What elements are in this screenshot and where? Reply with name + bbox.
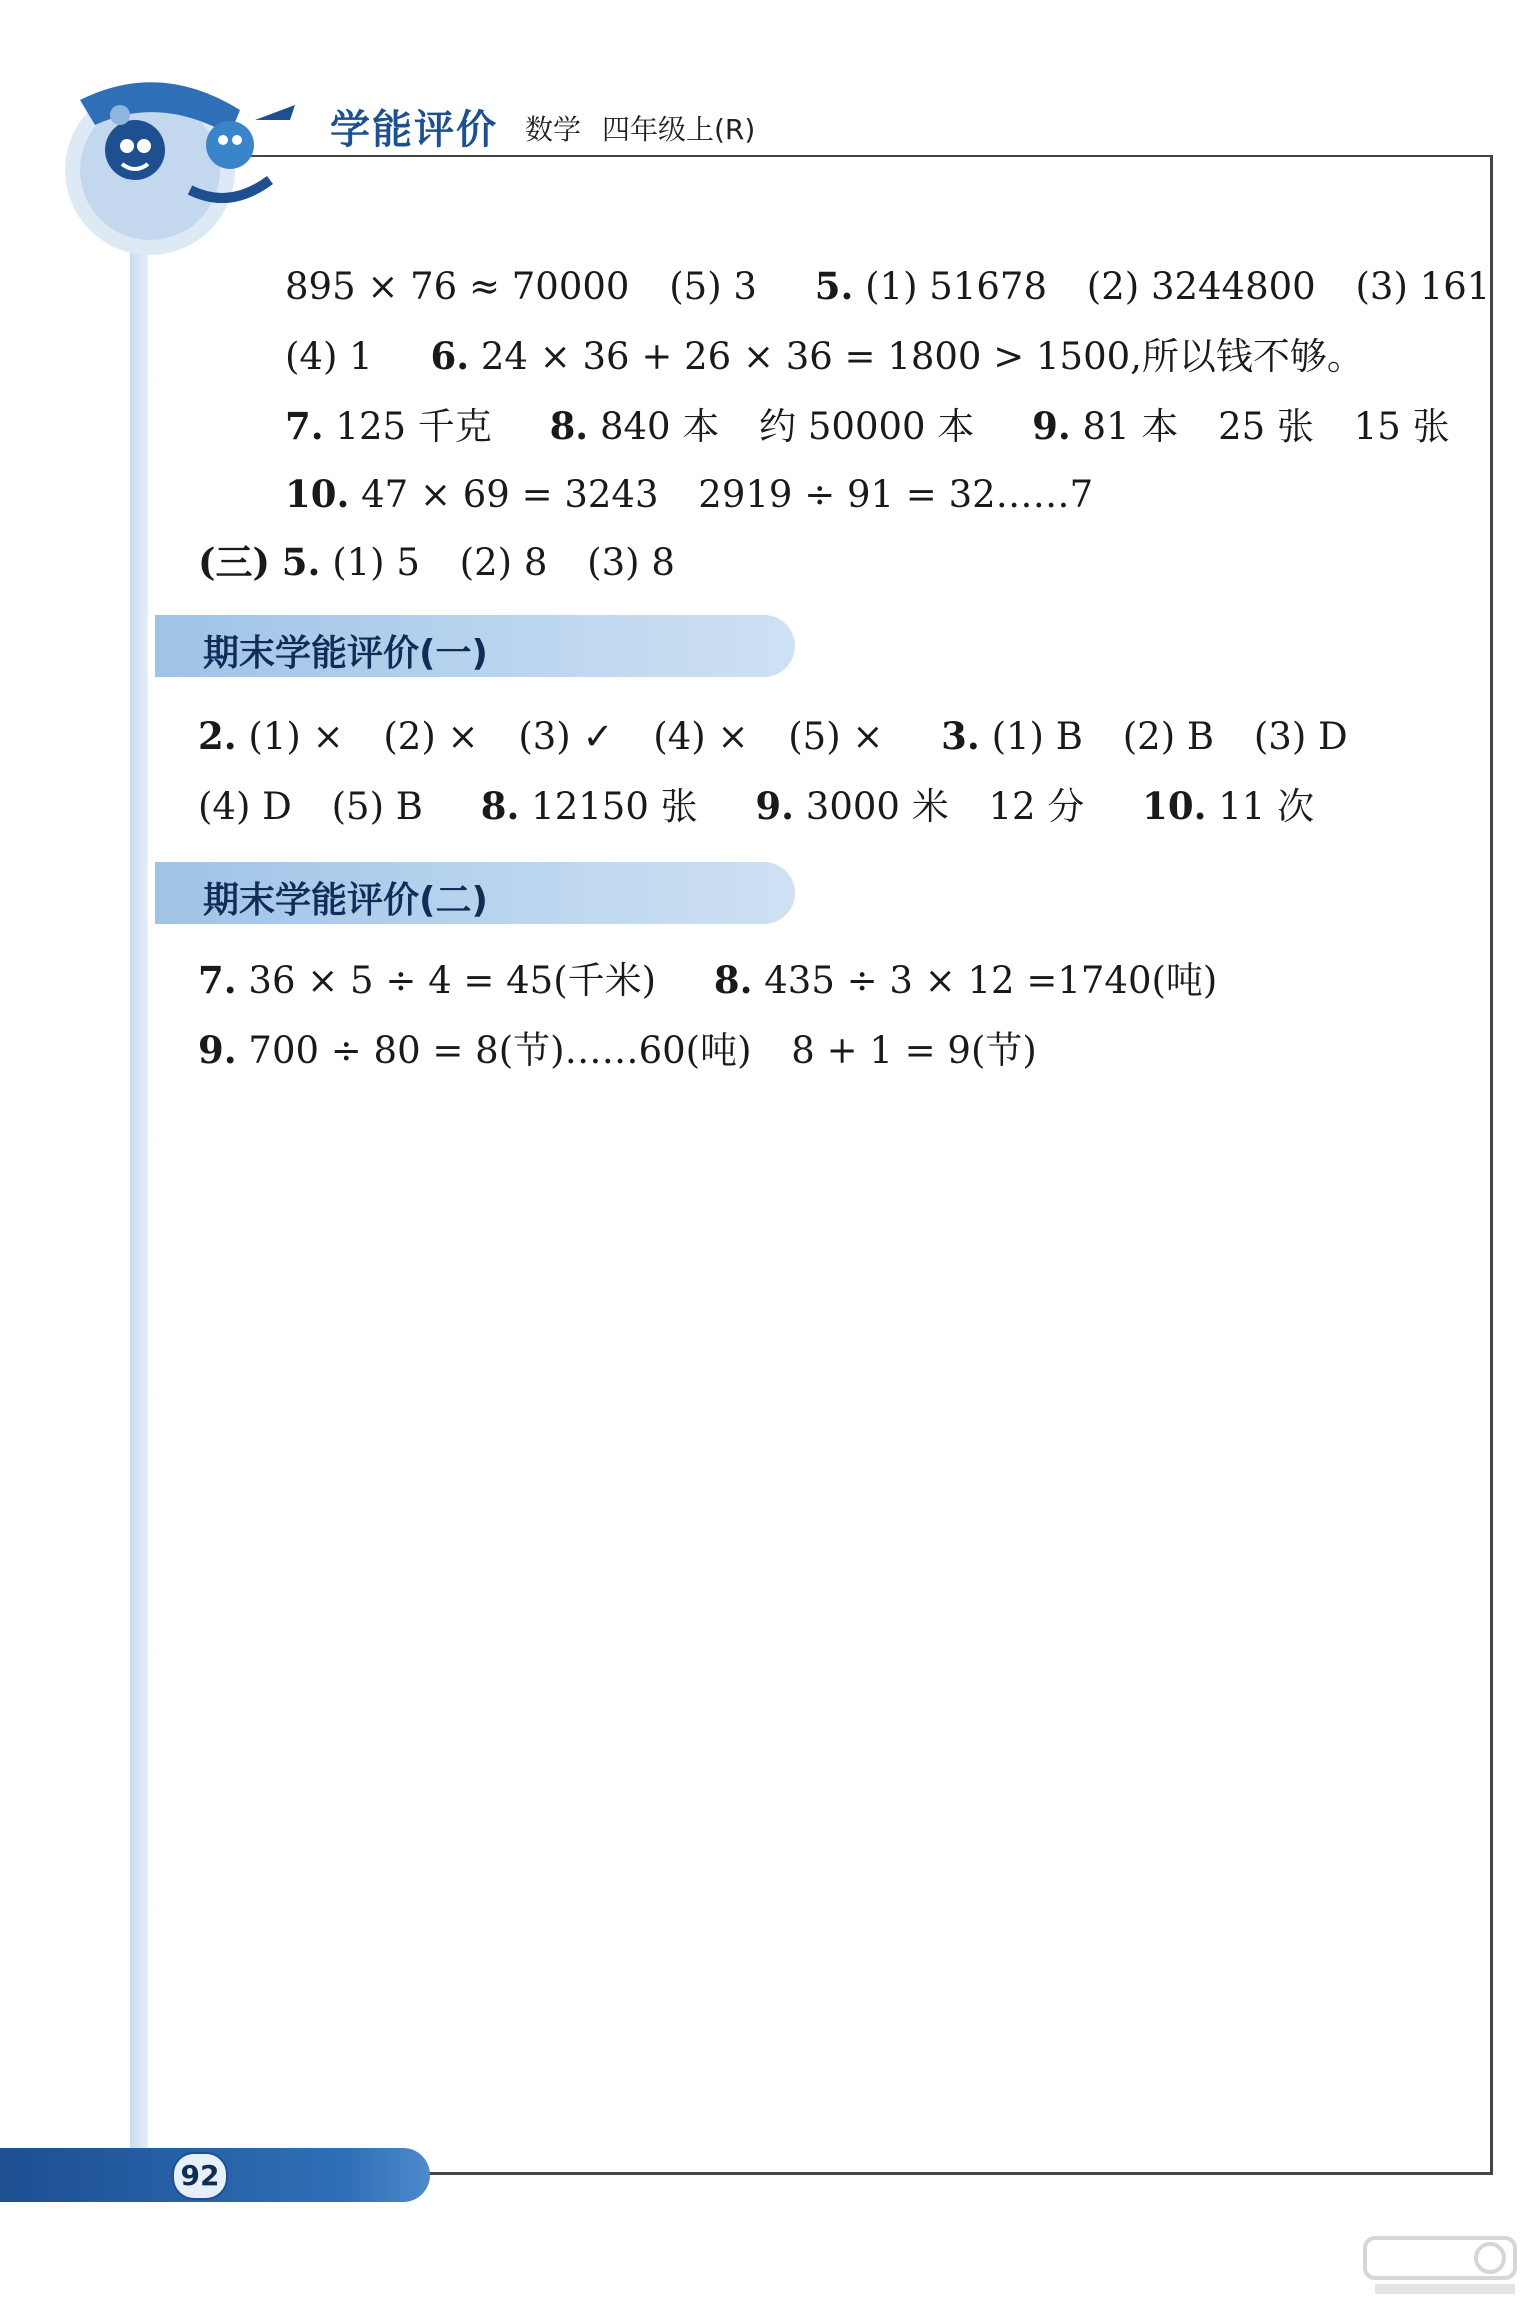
subject-label: 数学: [525, 113, 582, 146]
answer-text: 435 ÷ 3 × 12 =1740(吨): [764, 959, 1218, 1002]
question-number: 9.: [198, 1028, 237, 1072]
question-number: 9.: [1032, 404, 1071, 448]
answer-text: (3) 161: [1355, 265, 1491, 308]
question-number: 3.: [941, 714, 980, 758]
question-number: 10.: [285, 472, 350, 516]
answer-line-2: [285, 334, 1364, 378]
answer-line-6: [198, 714, 1348, 758]
question-number: 7.: [198, 958, 237, 1002]
answer-text: 36 × 5 ÷ 4 = 45(千米): [248, 959, 657, 1002]
answer-text: (4) 1: [285, 335, 373, 378]
answer-text: 12 分: [988, 785, 1085, 828]
answer-text: 2919 ÷ 91 = 32……7: [698, 473, 1094, 516]
answer-text: (3) ✓: [518, 715, 614, 758]
answer-text: (5) ×: [788, 715, 884, 758]
answer-text: 81 本: [1082, 405, 1179, 448]
answer-text: (5) 3: [669, 265, 757, 308]
section-title: 期末学能评价(一): [203, 633, 488, 674]
answer-line-8: [198, 958, 1218, 1002]
content-frame: [148, 155, 1493, 2175]
question-number: 6.: [430, 334, 470, 378]
question-number: 2.: [198, 714, 237, 758]
left-margin-stripe: [130, 230, 148, 2180]
question-number: 7.: [285, 404, 324, 448]
answer-text: (5) B: [331, 785, 423, 828]
answer-text: 47 × 69 = 3243: [361, 473, 659, 516]
answer-line-3: [285, 404, 1450, 448]
answer-line-5: [198, 540, 675, 584]
answer-text: 840 本: [599, 405, 720, 448]
answer-text: (2) ×: [383, 715, 479, 758]
mascot-illustration: [40, 40, 340, 260]
answer-text: 15 张: [1353, 405, 1450, 448]
answer-text: (1) 51678: [865, 265, 1047, 308]
watermark-logo: [1360, 2230, 1520, 2300]
answer-line-4: [285, 472, 1094, 516]
brand-title: 学能评价: [330, 107, 498, 153]
section-title: 期末学能评价(二): [203, 880, 488, 921]
answer-text: (3) D: [1253, 715, 1348, 758]
answer-text: (4) ×: [653, 715, 749, 758]
answer-text: (1) 5: [332, 541, 420, 584]
answer-text: 700 ÷ 80 = 8(节)……60(吨): [248, 1029, 752, 1072]
question-number: 9.: [755, 784, 795, 828]
answer-text: 8 + 1 = 9(节): [791, 1029, 1037, 1072]
answer-text: 24 × 36 + 26 × 36 = 1800 > 1500,所以钱不够。: [480, 335, 1364, 378]
answer-text: (2) 8: [459, 541, 548, 584]
page-number: 92: [172, 2152, 228, 2200]
answer-text: (3) 8: [587, 541, 675, 584]
answer-text: (1) ×: [248, 715, 344, 758]
answer-text: (2) 3244800: [1086, 265, 1316, 308]
question-number: 5.: [814, 264, 854, 308]
answer-line-9: [198, 1028, 1037, 1072]
answer-text: 11 次: [1218, 785, 1315, 828]
grade-label: 四年级上(R): [602, 113, 756, 146]
answer-line-7: [198, 784, 1315, 828]
answer-text: 约 50000 本: [759, 405, 975, 448]
question-number: 10.: [1142, 784, 1207, 828]
question-number: 8.: [549, 404, 589, 448]
answer-text: (4) D: [198, 785, 292, 828]
question-number: 8.: [713, 958, 753, 1002]
question-number: 8.: [480, 784, 520, 828]
answer-text: 12150 张: [531, 785, 698, 828]
answer-text: (1) B: [991, 715, 1083, 758]
answer-line-1: [285, 264, 1491, 308]
section-header-final-1: [155, 615, 795, 677]
answer-text: 25 张: [1218, 405, 1314, 448]
part-label: (三): [198, 540, 271, 584]
question-number: 5.: [281, 540, 321, 584]
answer-text: (2) B: [1122, 715, 1215, 758]
answer-text: 125 千克: [335, 405, 492, 448]
answer-text: 3000 米: [805, 785, 949, 828]
section-header-final-2: [155, 862, 795, 924]
answer-text: 895 × 76 ≈ 70000: [285, 265, 630, 308]
